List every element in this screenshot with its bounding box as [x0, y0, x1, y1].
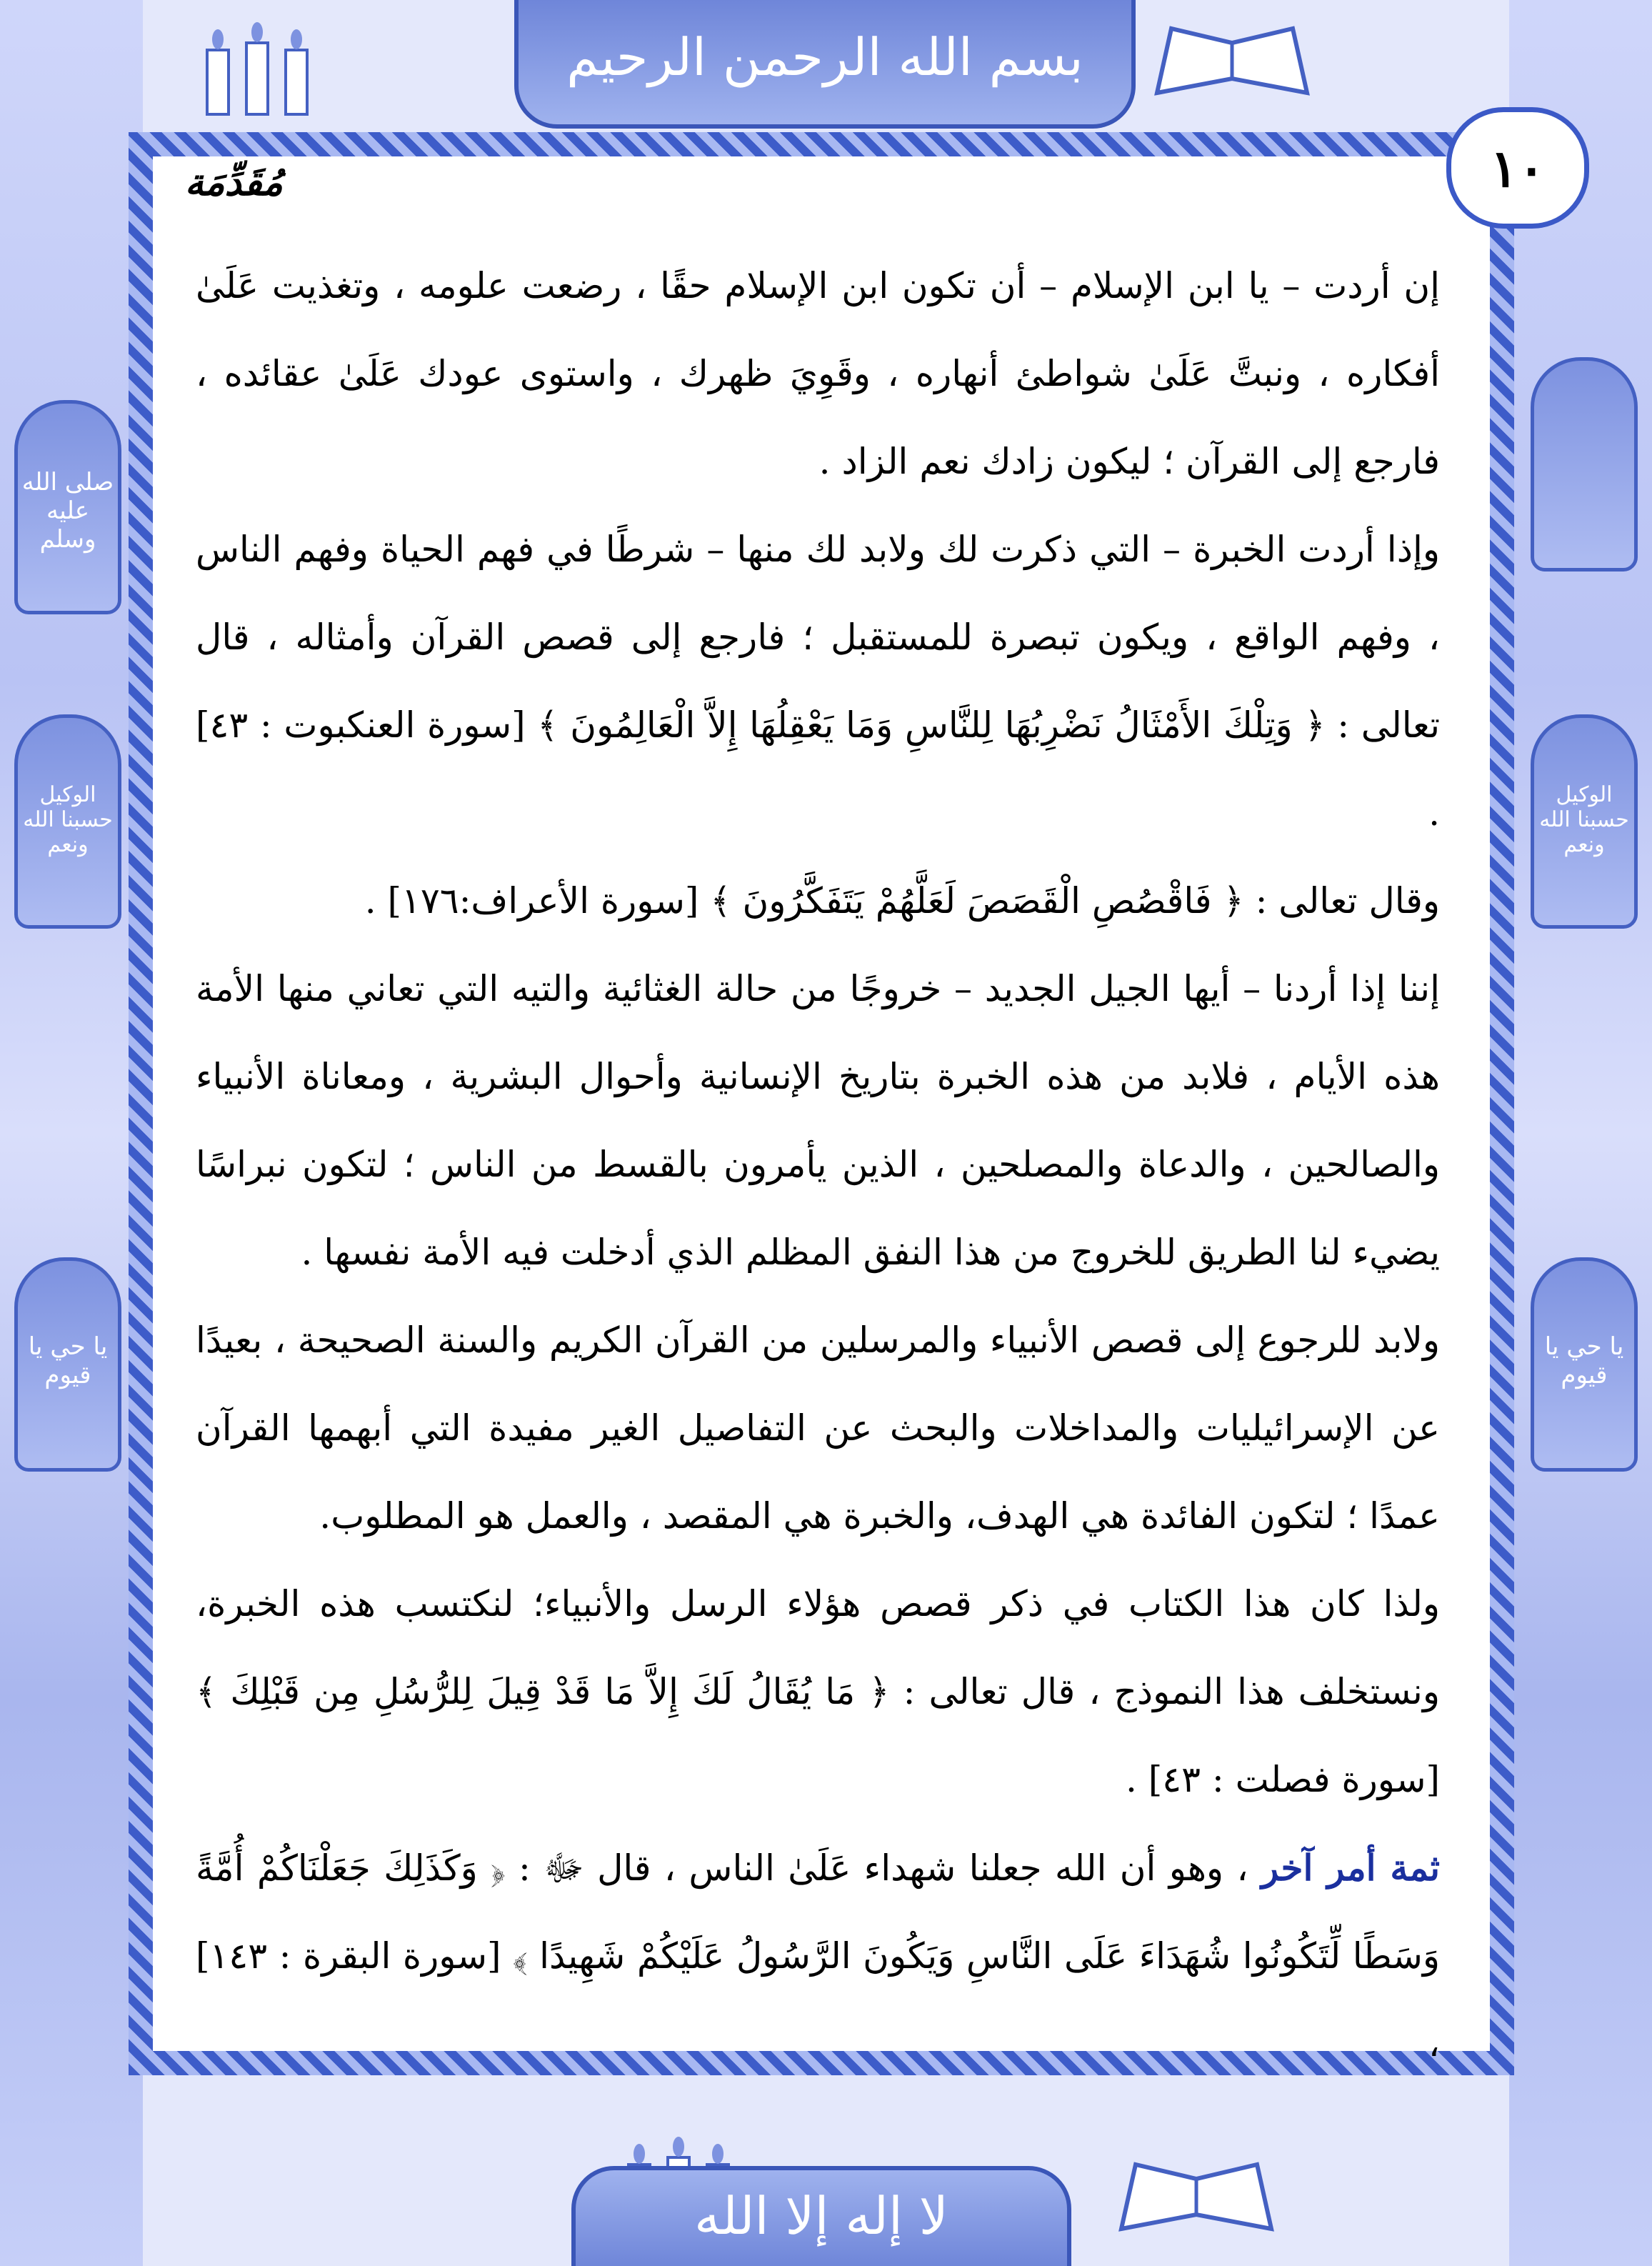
left-decorative-background [0, 0, 143, 2266]
page-frame [129, 132, 1514, 2075]
ya-hayy-text-right: يا حي يا قيوم [1544, 1332, 1624, 1389]
salawat-text: صلى الله عليه وسلم [21, 468, 114, 554]
paragraph-4: إننا إذا أردنا – أيها الجيل الجديد – خروجًا من حالة الغثائية والتيه التي تعاني منها الأمة هذه الأيام ، فلابد من هذه الخبرة بتاريخ الإنسانية وأحوال البشرية ، ومعاناة الأنبياء والصالحين ، والدعاة والمصلحين ، الذين يأمرون بالقسط من الناس ؛ لتكون نبراسًا يضيء لنا الطريق للخروج من هذا النفق المظلم الذي أدخلت فيه الأمة نفسها . [196, 968, 1440, 1273]
open-book-icon [1150, 14, 1314, 107]
paragraph-7-text: ، وهو أن الله جعلنا شهداء عَلَىٰ الناس ، قال ﷻ : ﴿ وَكَذَلِكَ جَعَلْنَاكُمْ أُمَّةً وَسَطًا لِّتَكُونُوا شُهَدَاءَ عَلَى النَّاسِ وَيَكُونَ الرَّسُولُ عَلَيْكُمْ شَهِيدًا ﴾ [سورة البقرة : ١٤٣] ، [196, 1847, 1440, 2065]
ya-hayy-panel-left [14, 1257, 121, 1472]
paragraph-2: وإذا أردت الخبرة – التي ذكرت لك ولابد لك منها – شرطًا في فهم الحياة وفهم الناس ، وفهم الواقع ، ويكون تبصرة للمستقبل ؛ فارجع إلى قصص القرآن وأمثاله ، قال تعالى : ﴿ وَتِلْكَ الأَمْثَالُ نَضْرِبُهَا لِلنَّاسِ وَمَا يَعْقِلُهَا إِلاَّ الْعَالِمُونَ ﴾ [سورة العنكبوت : ٤٣] . [196, 529, 1440, 834]
bismillah-text: بسم الله الرحمن الرحيم [566, 27, 1083, 87]
right-decorative-background [1509, 0, 1652, 2266]
page-body [196, 242, 1440, 2088]
names-text-left: الوكيل حسبنا الله ونعم [23, 782, 113, 857]
page-number: ١٠ [1490, 137, 1546, 199]
dua-panel-right [1531, 357, 1638, 572]
paragraph-5: ولابد للرجوع إلى قصص الأنبياء والمرسلين من القرآن الكريم والسنة الصحيحة ، بعيدًا عن الإسرائيليات والمداخلات والبحث عن التفاصيل الغير مفيدة التي أبهمها القرآن عمدًا ؛ لتكون الفائدة هي الهدف، والخبرة هي المقصد ، والعمل هو المطلوب. [196, 1319, 1440, 1537]
names-panel-right [1531, 714, 1638, 929]
salawat-panel-left [14, 400, 121, 614]
bismillah-banner [514, 0, 1136, 129]
paragraph-1: إن أردت – يا ابن الإسلام – أن تكون ابن الإسلام حقًا ، رضعت علومه ، وتغذيت عَلَىٰ أفكاره ، ونبتَّ عَلَىٰ شواطئ أنهاره ، وقَوِيَ ظهرك ، واستوى عودك عَلَىٰ عقائده ، فارجع إلى القرآن ؛ ليكون زادك نعم الزاد . [196, 265, 1440, 482]
paragraph-3: وقال تعالى : ﴿ فَاقْصُصِ الْقَصَصَ لَعَلَّهُمْ يَتَفَكَّرُونَ ﴾ [سورة الأعراف:١٧٦] . [364, 880, 1440, 922]
page-title: مُقَدِّمَة [184, 161, 283, 204]
tahlil-text: لا إله إلا الله [694, 2186, 948, 2246]
names-panel-left [14, 714, 121, 929]
ya-hayy-text-left: يا حي يا قيوم [28, 1332, 108, 1389]
names-text-right: الوكيل حسبنا الله ونعم [1539, 782, 1629, 857]
page-number-badge [1446, 107, 1589, 229]
open-book-icon-bottom [1114, 2150, 1278, 2243]
section-label: ثمة أمر آخر [1261, 1847, 1441, 1889]
paragraph-7 [196, 1824, 1440, 2088]
paragraph-6: ولذا كان هذا الكتاب في ذكر قصص هؤلاء الرسل والأنبياء؛ لنكتسب هذه الخبرة، ونستخلف هذا النموذج ، قال تعالى : ﴿ مَا يُقَالُ لَكَ إِلاَّ مَا قَدْ قِيلَ لِلرُّسُلِ مِن قَبْلِكَ ﴾ [سورة فصلت : ٤٣] . [196, 1583, 1440, 1800]
tahlil-banner [571, 2166, 1071, 2266]
ya-hayy-panel-right [1531, 1257, 1638, 1472]
candles-icon [186, 14, 329, 121]
